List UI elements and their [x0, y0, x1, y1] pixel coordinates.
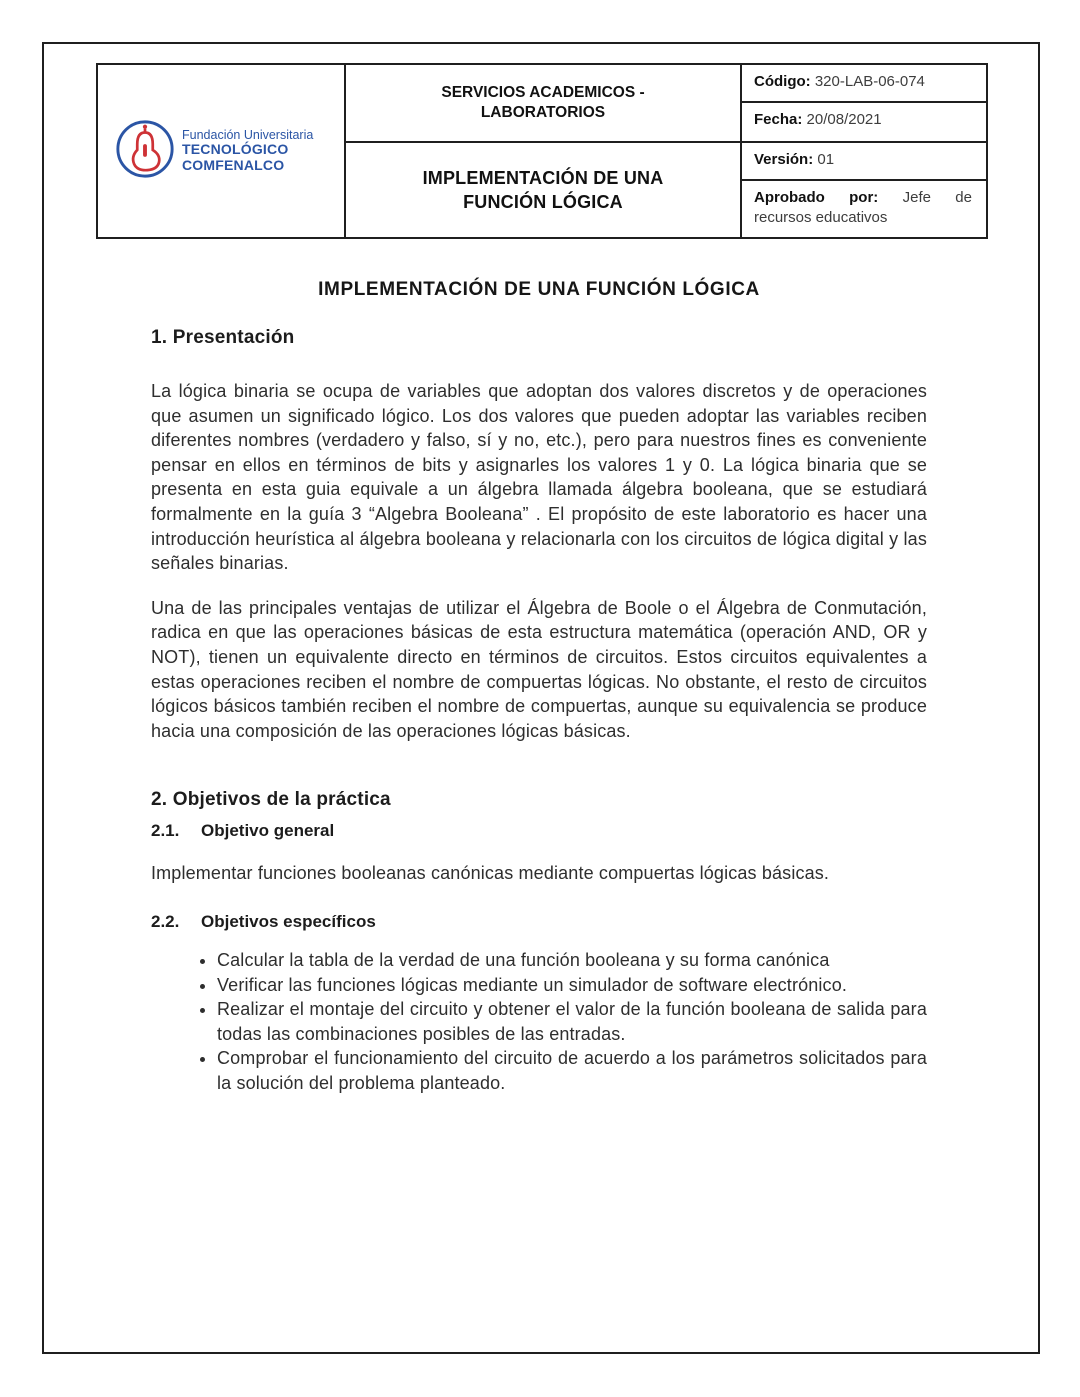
meta-aprobado-cell	[742, 181, 986, 237]
section-1-paragraph-1: La lógica binaria se ocupa de variables que adoptan dos valores discretos y de operaciones que asumen un significado lógico. Los dos valores que pueden adoptar las variables reciben diferentes nombres (verdadero y falso, sí y no, etc.), pero para nuestros fines es conveniente pensar en ellos en términos de bits y asignarles los valores 1 y 0. La lógica binaria que se presenta en esta guia equivale a un álgebra llamada álgebra booleana, que se estudiará formalmente en la guía 3 “Algebra Booleana” . El propósito de este laboratorio es hacer una introducción heurística al álgebra booleana y relacionarla con los circuitos de lógica digital y las señales binarias.	[151, 381, 927, 574]
meta-codigo-cell	[742, 65, 986, 101]
header-doc-title-cell	[346, 143, 740, 237]
subsection-2-1-number: 2.1.	[151, 821, 180, 841]
aprobado-label: Aprobado por:	[754, 189, 879, 206]
subsection-2-2-label: Objetivos específicos	[201, 911, 376, 931]
section-1-paragraph-2: Una de las principales ventajas de utilizar el Álgebra de Boole o el Álgebra de Conmutación, radica en que las operaciones básicas de esta estructura matemática (operación AND, OR y NOT), tienen un equivalente directo en términos de circuitos. Estos circuitos equivalentes a estas operaciones reciben el nombre de compuertas lógicas. No obstante, el resto de circuitos lógicos básicos también reciben el nombre de compuertas, aunque su equivalencia se produce hacia una composición de las operaciones lógicas básicas.	[151, 597, 927, 741]
codigo-value: 320-LAB-06-074	[814, 73, 925, 90]
fecha-value: 20/08/2021	[806, 111, 882, 128]
objective-item: • Realizar el montaje del circuito y obtener el valor de la función booleana de salida para todas las combinaciones posibles de las entradas.	[217, 997, 927, 1046]
subsection-2-1-label: Objetivo general	[201, 821, 335, 841]
header-service-title: SERVICIOS ACADEMICOS - LABORATORIOS	[441, 84, 645, 121]
logo-org-line2: TECNOLÓGICO COMFENALCO	[182, 141, 289, 173]
logo-org-line1: Fundación Universitaria	[182, 127, 314, 142]
version-label: Versión:	[754, 151, 814, 168]
subsection-2-2-heading	[151, 912, 927, 932]
logo-cell	[98, 65, 344, 237]
page-border	[42, 42, 1040, 1354]
page-title: IMPLEMENTACIÓN DE UNA FUNCIÓN LÓGICA	[318, 279, 760, 300]
aprobado-value: Jefe de recursos educativos	[754, 189, 972, 226]
section-1-heading: 1. Presentación	[151, 327, 295, 348]
logo-wordmark	[182, 129, 344, 174]
specific-objectives-list	[151, 948, 927, 1096]
header-doc-title: IMPLEMENTACIÓN DE UNA FUNCIÓN LÓGICA	[422, 168, 664, 212]
document-body	[44, 279, 1038, 1095]
header-service-title-cell	[346, 65, 740, 141]
university-logo-icon	[114, 118, 176, 185]
subsection-2-2-number: 2.2.	[151, 911, 180, 931]
version-value: 01	[817, 151, 835, 168]
objective-item: • Comprobar el funcionamiento del circuito de acuerdo a los parámetros solicitados para la solución del problema planteado.	[217, 1046, 927, 1095]
objetivo-general-paragraph: Implementar funciones booleanas canónicas mediante compuertas lógicas básicas.	[151, 863, 830, 884]
codigo-label: Código:	[754, 73, 811, 90]
subsection-2-1-heading	[151, 821, 927, 841]
objective-item: • Calcular la tabla de la verdad de una función booleana y su forma canónica	[217, 948, 927, 973]
objective-item: • Verificar las funciones lógicas mediante un simulador de software electrónico.	[217, 973, 927, 998]
header-table	[96, 63, 988, 239]
section-2-heading: 2. Objetivos de la práctica	[151, 789, 391, 811]
fecha-label: Fecha:	[754, 111, 803, 128]
meta-version-cell	[742, 143, 986, 179]
meta-fecha-cell	[742, 103, 986, 141]
